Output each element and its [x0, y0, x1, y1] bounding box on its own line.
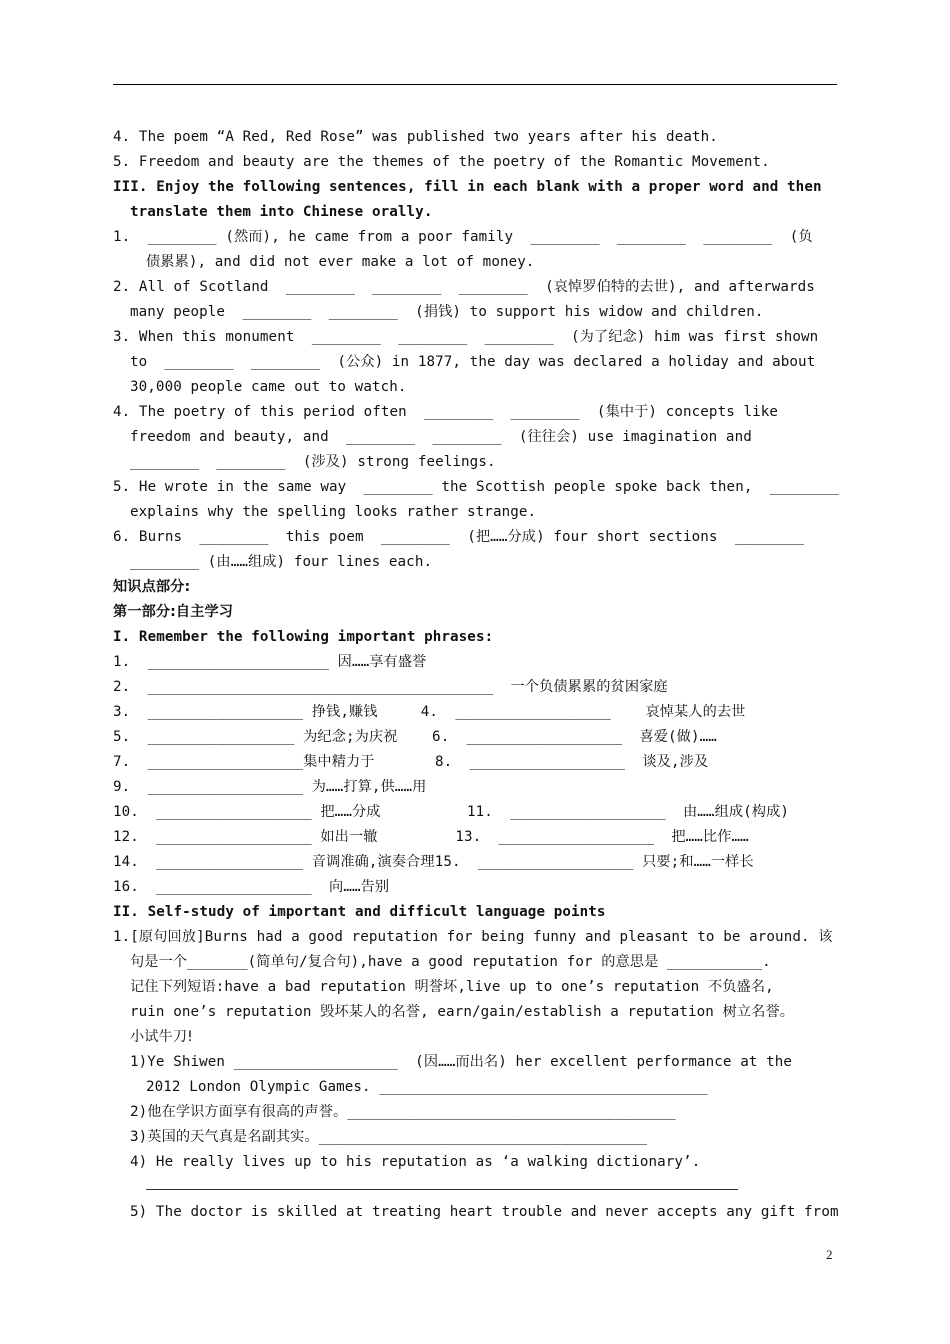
- phrase-item-12-13: 12. __________________ 如出一辙 13. __________________ 把……比作……: [113, 829, 749, 845]
- statement-4: 4. The poem “A Red, Red Rose” was published two years after his death.: [113, 129, 718, 145]
- phrase-item-16: 16. __________________ 向……告别: [113, 879, 390, 895]
- sentence-5-cont: explains why the spelling looks rather strange.: [130, 504, 537, 520]
- practice-3: 3)英国的天气真是名副其实。______________________________________: [130, 1129, 648, 1145]
- practice-1: 1)Ye Shiwen ___________________ (因……而出名) her excellent performance at the: [130, 1054, 793, 1070]
- point-1-cont: 句是一个_______(简单句/复合句),have a good reputation for 的意思是 ___________.: [130, 954, 771, 970]
- sentence-3: 3. When this monument ________ ________ ________ (为了纪念) him was first shown: [113, 329, 819, 345]
- practice-heading: 小试牛刀!: [130, 1029, 193, 1045]
- phrase-item-2: 2. ________________________________________ 一个负债累累的贫困家庭: [113, 679, 668, 695]
- sentence-4: 4. The poetry of this period often ________ ________ (集中于) concepts like: [113, 404, 779, 420]
- phrase-item-5-6: 5. _________________ 为纪念;为庆祝 6. __________________ 喜爱(做)……: [113, 729, 717, 745]
- page-number: 2: [826, 1247, 833, 1262]
- sentence-1: 1. ________ (然而), he came from a poor family ________ ________ ________ (负: [113, 229, 813, 245]
- phrase-item-1: 1. _____________________ 因……享有盛誉: [113, 654, 427, 670]
- answer-line: [146, 1189, 738, 1190]
- section-ii-heading: II. Self-study of important and difficult language points: [113, 904, 606, 920]
- phrase-item-10-11: 10. __________________ 把……分成 11. __________________ 由……组成(构成): [113, 804, 790, 820]
- phrase-memo: 记住下列短语:have a bad reputation 明誉坏,live up to one’s reputation 不负盛名,: [130, 979, 774, 995]
- sentence-4-cont: freedom and beauty, and ________ ________ (往往会) use imagination and: [130, 429, 752, 445]
- sentence-6: 6. Burns ________ this poem ________ (把……分成) four short sections ________: [113, 529, 804, 545]
- phrase-item-9: 9. __________________ 为……打算,供……用: [113, 779, 427, 795]
- phrase-item-14-15: 14. _________________ 音调准确,演奏合理15. __________________ 只要;和……一样长: [113, 854, 754, 870]
- sentence-2-cont: many people ________ ________ (捐钱) to support his widow and children.: [130, 304, 764, 320]
- practice-5: 5) The doctor is skilled at treating heart trouble and never accepts any gift from: [130, 1204, 839, 1220]
- phrases-heading: I. Remember the following important phrases:: [113, 629, 494, 645]
- sentence-2: 2. All of Scotland ________ ________ ________ (哀悼罗伯特的去世), and afterwards: [113, 279, 815, 295]
- part-one-heading: 第一部分:自主学习: [113, 604, 234, 620]
- practice-2: 2)他在学识方面享有很高的声誉。______________________________________: [130, 1104, 676, 1120]
- section-iii-heading: III. Enjoy the following sentences, fill in each blank with a proper word and then: [113, 179, 822, 195]
- sentence-3-cont2: 30,000 people came out to watch.: [130, 379, 407, 395]
- sentence-6-cont: ________ (由……组成) four lines each.: [130, 554, 433, 570]
- phrase-item-3-4: 3. __________________ 挣钱,赚钱 4. __________________ 哀悼某人的去世: [113, 704, 746, 720]
- sentence-3-cont: to ________ ________ (公众) in 1877, the day was declared a holiday and about: [130, 354, 816, 370]
- header-rule: [113, 84, 837, 85]
- phrase-item-7-8: 7. __________________集中精力于 8. __________________ 谈及,涉及: [113, 754, 709, 770]
- statement-5: 5. Freedom and beauty are the themes of the poetry of the Romantic Movement.: [113, 154, 770, 170]
- sentence-5: 5. He wrote in the same way ________ the Scottish people spoke back then, ________: [113, 479, 839, 495]
- sentence-1-cont: 债累累), and did not ever make a lot of money.: [146, 254, 535, 270]
- phrase-memo-cont: ruin one’s reputation 毁坏某人的名誉, earn/gain/establish a reputation 树立名誉。: [130, 1004, 795, 1020]
- knowledge-heading: 知识点部分:: [113, 579, 191, 595]
- section-iii-heading-cont: translate them into Chinese orally.: [130, 204, 433, 220]
- point-1: 1.[原句回放]Burns had a good reputation for being funny and pleasant to be around. 该: [113, 929, 833, 945]
- sentence-4-cont2: ________ ________ (涉及) strong feelings.: [130, 454, 496, 470]
- practice-4: 4) He really lives up to his reputation as ‘a walking dictionary’.: [130, 1154, 701, 1170]
- practice-1-cont: 2012 London Olympic Games. ______________________________________: [146, 1079, 708, 1095]
